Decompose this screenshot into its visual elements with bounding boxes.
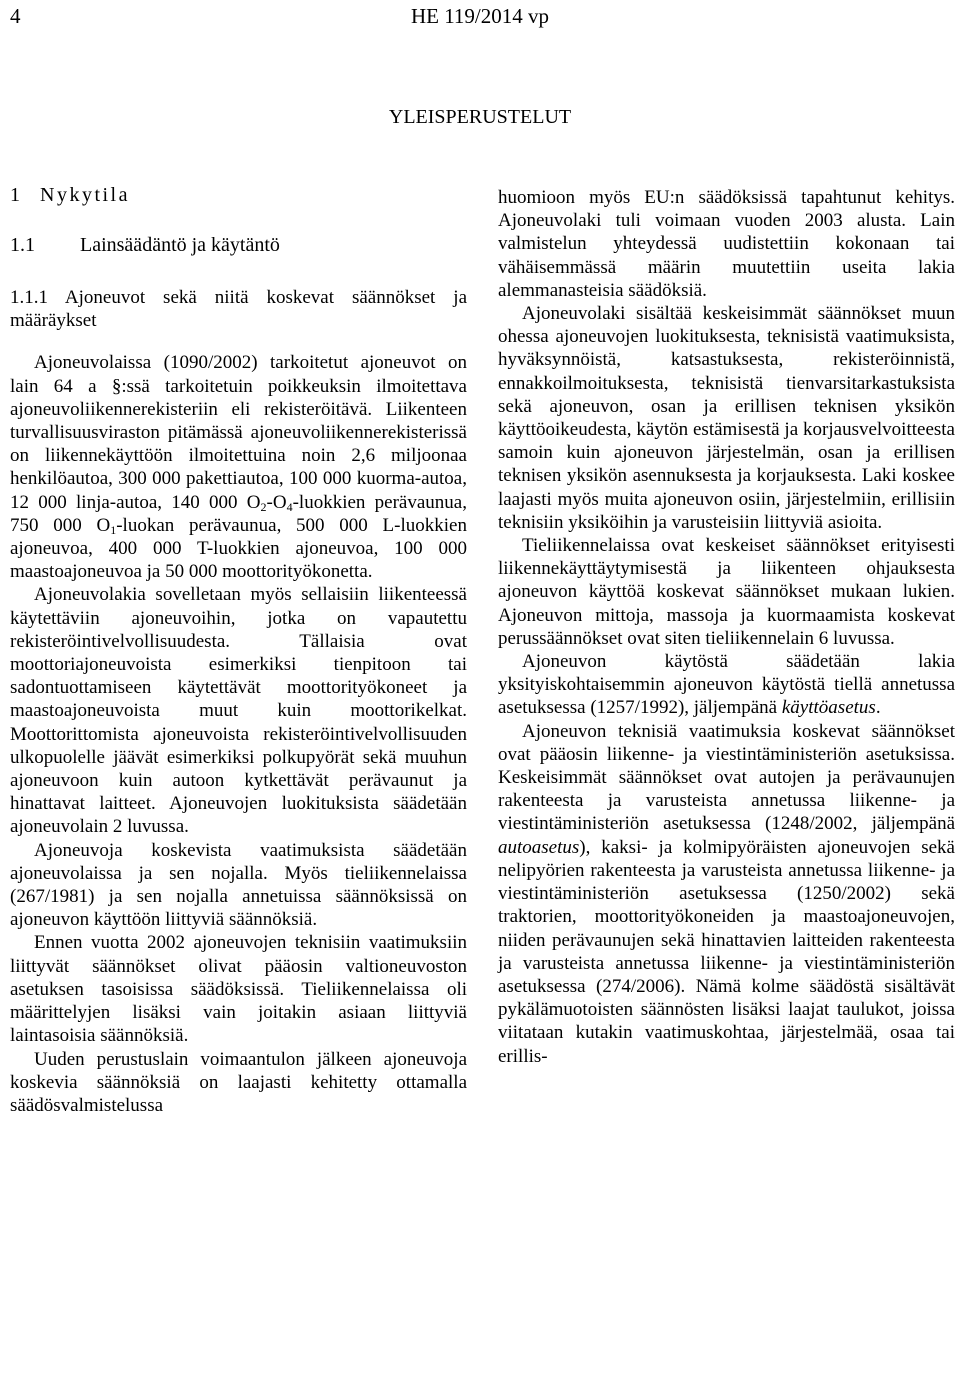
section-number: 1.1 — [10, 234, 35, 256]
paragraph: huomioon myös EU:n säädöksissä tapahtunut kehitys. Ajoneuvolaki tuli voimaan vuoden 2003 alusta. Lain valmistelun yhteydessä uudistettiin kokonaan tai vähäisemmässä määrin muutettiin useita lakia alemmanasteisia säädöksiä. — [498, 187, 955, 301]
left-column — [10, 286, 467, 1117]
paragraph: Ajoneuvoja koskevista vaatimuksista säädetään ajoneuvolaissa ja sen nojalla. Myös tieliikennelaissa (267/1981) ja sen nojalla annetuissa säännöksissä on ajoneuvon käyttöön liittyviä säännöksiä. — [10, 839, 467, 931]
text-run: -luokan perävaunua, 500 000 L-luokkien ajoneuvoa, 400 000 T-luokkien ajoneuvoa, 100 000 maastoajoneuvoa ja 50 000 moottorityökonetta. — [10, 514, 467, 583]
paragraph — [10, 351, 467, 583]
section-heading-1-1 — [10, 234, 280, 257]
text-run: -O — [266, 491, 287, 513]
section-title: Nykytila — [40, 184, 130, 206]
text-run: . — [875, 697, 881, 719]
paragraph: Ajoneuvolakia sovelletaan myös sellaisiin liikenteessä käytettäviin ajoneuvoihin, jotka on vapautettu rekisteröintivelvollisuudesta. Tällaisia ovat moottoriajoneuvoista esimerkiksi tienpitoon tai sadontuottamiseen käytettävät moottorityökoneet ja maastoajoneuvoista muut kuin moottorikelkat. Moottorittomista ajoneuvoista rekisteröintivelvollisuuden ulkopuolelle jäävät esimerkiksi polkupyörät sekä muuhun ajoneuvoon kuin autoon kytkettävät perävaunut ja hinattavat laitteet. Ajoneuvojen luokituksista säädetään ajoneuvolain 2 luvussa. — [10, 584, 467, 838]
subscript: 2 — [260, 499, 267, 514]
section-title: Lainsäädäntö ja käytäntö — [80, 234, 280, 256]
subscript: 1 — [110, 522, 117, 537]
paragraph: Tieliikennelaissa ovat keskeiset säännökset erityisesti liikennekäyttäytymisestä ja liikenteen ohjauksesta ajoneuvon käyttöä koskevat säännökset mukaan lukien. Ajoneuvon mittoja, massoja ja kuormaamista koskevat perussäännökset ovat siten tieliikennelain 6 luvussa. — [498, 535, 955, 649]
paragraph — [498, 720, 955, 1068]
text-run: Ajoneuvolaissa (1090/2002) tarkoitetut ajoneuvot on lain 64 a §:ssä tarkoitetuin poikkeuksin ilmoitettava ajoneuvoliikennerekisteriin eli rekisteröitävä. Liikenteen turvallisuusviraston pitämässä ajoneuvoliikennerekisterissä on liikennekäyttöön ilmoitettuina noin 2,6 miljoonaa henkilöautoa, 300 000 pakettiautoa, 100 000 kuorma-autoa, 12 000 linja-autoa, 140 000 O — [10, 352, 467, 513]
text-run: Ajoneuvon käytöstä säädetään lakia yksityiskohtaisemmin ajoneuvon käytöstä tiellä annetussa asetuksessa (1257/1992), jäljempänä — [498, 651, 955, 719]
section-heading-1 — [10, 184, 130, 207]
right-column — [498, 186, 955, 1068]
italic-term: käyttöasetus — [781, 697, 876, 719]
paragraph: Uuden perustuslain voimaantulon jälkeen ajoneuvoja koskevia säännöksiä on laajasti kehitetty ottamalla säädösvalmistelussa — [10, 1048, 467, 1116]
text-run: ), kaksi- ja kolmipyöräisten ajoneuvojen sekä nelipyörien rakenteesta ja varusteista annetussa liikenne- ja viestintäministeriön asetuksessa (1250/2002) sekä traktorien, moottorityökoneiden ja maastoajoneuvojen, niiden perävaunujen sekä hinattavien laitteiden rakenteesta ja varusteista annetussa liikenne- ja viestintäministeriön asetuksessa (274/2006). Nämä kolme säädöstä sisältävät pykälämuotoisten säännösten lisäksi laajat taulukot, joissa viitataan kutakin vaatimuskohtaa, järjestelmää, osaa tai erillis- — [498, 836, 955, 1067]
main-heading: YLEISPERUSTELUT — [388, 106, 572, 128]
subsection-heading: 1.1.1 Ajoneuvot sekä niitä koskevat säännökset ja määräykset — [10, 287, 467, 332]
subscript: 4 — [286, 499, 293, 514]
text-run: Ajoneuvon teknisiä vaatimuksia koskevat säännökset ovat pääosin liikenne- ja viestintäministeriön asetuksissa. Keskeisimmät säännökset ovat autojen ja perävaunujen rakenteesta ja varusteista annetussa liikenne- ja viestintäministeriön asetuksessa (1248/2002, jäljempänä — [498, 720, 955, 835]
document-id: HE 119/2014 vp — [410, 4, 550, 28]
italic-term: autoasetus — [498, 836, 580, 858]
paragraph — [498, 650, 955, 720]
paragraph: Ajoneuvolaki sisältää keskeisimmät säännökset muun ohessa ajoneuvojen luokituksesta, teknisistä vaatimuksista, hyväksynnöistä, katsastuksesta, rekisteröinnistä, ennakkoilmoituksesta, teknisistä tienvarsitarkastuksista sekä ajoneuvon, osan ja erillisen teknisen yksikön käyttöoikeudesta, käytön estämisestä ja korjausvelvoitteesta samoin kuin ajoneuvon järjestelmän, osan ja erillisen teknisen yksikön asennuksesta ja korjauksesta. Laki koskee laajasti myös muita ajoneuvon osiin, järjestelmiin, erillisiin teknisiin yksiköihin ja varusteisiin liittyviä asioita. — [498, 303, 955, 533]
section-number: 1 — [10, 184, 20, 206]
page-number: 4 — [10, 4, 21, 28]
paragraph: Ennen vuotta 2002 ajoneuvojen teknisiin vaatimuksiin liittyvät säännökset olivat pääosin valtioneuvoston asetuksen tasoisissa säädöksissä. Tieliikennelaissa oli määrittelyjen lisäksi vain joitakin asiaan liittyviä laintasoisia säännöksiä. — [10, 932, 467, 1047]
text-run: -luokkien perävaunua, 750 000 O — [10, 491, 467, 536]
